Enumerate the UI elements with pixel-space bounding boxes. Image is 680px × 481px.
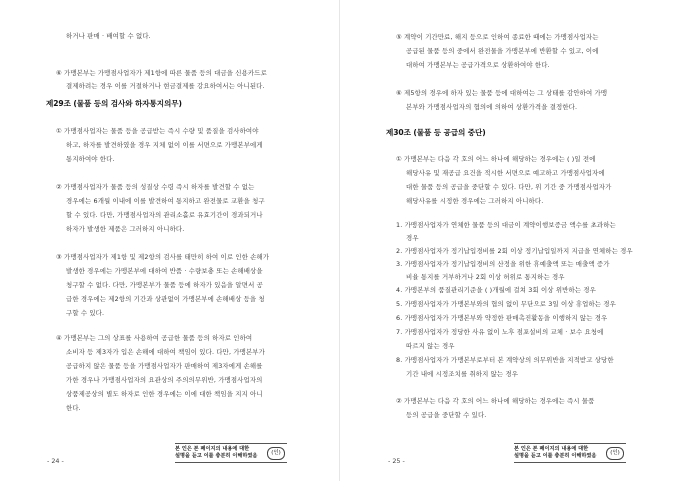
list-item: 비율 통지를 거부하거나 2회 이상 허위로 통지하는 경우 bbox=[406, 273, 565, 281]
body-line: ② 가맹본부는 다음 각 호의 어느 하나에 해당하는 경우에는 즉시 물품 bbox=[396, 397, 595, 405]
body-line: ⑤ 계약이 기간만료, 해지 등으로 인하여 종료한 때에는 가맹점사업자는 bbox=[396, 33, 599, 41]
body-line: 하자가 발생한 제품은 그러하지 아니하다. bbox=[66, 225, 185, 233]
list-item: 4. 가맹본부의 품질관리기준을 ( )개월에 걸쳐 3회 이상 위반하는 경우 bbox=[396, 286, 596, 294]
acknowledgement-stamp bbox=[175, 443, 287, 463]
body-line: 결제하려는 경우 이를 거절하거나 현금결제를 강요하여서는 아니된다. bbox=[66, 82, 265, 90]
body-line: 해당사유를 시정한 경우에는 그러하지 아니하다. bbox=[406, 197, 544, 205]
body-line: 할 수 있다. 다만, 가맹점사업자의 관리소홀로 유효기간이 경과되거나 bbox=[66, 211, 263, 219]
acknowledgement-stamp bbox=[514, 443, 626, 463]
list-item: 8. 가맹점사업자가 가맹본부로부터 본 계약상의 의무위반을 지적받고 상당한 bbox=[396, 356, 614, 364]
body-line: 가한 경우나 가맹점사업자의 요관상의 주의의무위반, 가맹점사업자의 bbox=[66, 376, 263, 384]
seal-badge: (인) bbox=[267, 447, 285, 460]
body-line: 등의 공급을 중단할 수 있다. bbox=[406, 411, 487, 419]
body-line: 발생한 경우에는 가맹본부에 대하여 반품 · 수량보충 또는 손해배상을 bbox=[66, 267, 263, 275]
body-line: 통지하여야 한다. bbox=[66, 155, 115, 163]
page-number: - 25 - bbox=[388, 457, 405, 465]
page-25 bbox=[340, 0, 680, 481]
body-line: ⑥ 가맹본부는 가맹점사업자가 제1항에 따른 물품 등의 대금을 신용카드로 bbox=[56, 69, 267, 77]
body-line: 청구할 수 없다. 다만, 가맹본부가 물품 등에 하자가 있음을 알면서 공 bbox=[66, 281, 263, 289]
list-item: 7. 가맹점사업자가 정당한 사유 없이 노후 점포설비의 교체 · 보수 요청에 bbox=[396, 328, 604, 336]
body-line: 하고, 하자를 발견하였을 경우 지체 없이 이를 서면으로 가맹본부에게 bbox=[66, 141, 263, 149]
body-line: 공급하지 않은 물품 등을 가맹점사업자가 판매하여 제3자에게 손해를 bbox=[66, 362, 263, 370]
body-line: ① 가맹점사업자는 물품 등을 공급받는 즉시 수량 및 품질을 검사하여야 bbox=[56, 127, 259, 135]
list-item: 1. 가맹점사업자가 연체한 물품 등의 대금이 계약이행보증금 액수를 초과하는 bbox=[396, 221, 616, 229]
list-item: 기간 내에 시정조치를 취하지 않는 경우 bbox=[406, 370, 519, 378]
body-line: 상품제공상의 별도 하자로 인한 경우에는 이에 대한 책임을 지지 아니 bbox=[66, 390, 263, 398]
stamp-text: 본 인은 본 페이지의 내용에 대한 설명을 듣고 이를 충분히 이해하였음 bbox=[514, 446, 597, 459]
list-item: 6. 가맹점사업자가 가맹본부와 약정한 판매촉진활동을 이행하지 않는 경우 bbox=[396, 314, 608, 322]
body-line: ① 가맹본부는 다음 각 호의 어느 하나에 해당하는 경우에는 ( )일 전에 bbox=[396, 155, 596, 163]
list-item: 경우 bbox=[406, 234, 419, 242]
body-line: 대하여 가맹본부는 공급가격으로 상환하여야 한다. bbox=[406, 61, 550, 69]
body-line: 대한 물품 등의 공급을 중단할 수 있다. 다만, 위 기간 중 가맹점사업자가 bbox=[406, 183, 612, 191]
list-item: 5. 가맹점사업자가 가맹본부와의 협의 없이 무단으로 3일 이상 휴업하는 경우 bbox=[396, 300, 616, 308]
page-number: - 24 - bbox=[47, 457, 64, 465]
article-heading-29: 제29조 (물품 등의 검사와 하자통지의무) bbox=[46, 99, 182, 108]
body-line: ⑥ 제5항의 경우에 하자 있는 물품 등에 대하여는 그 상태를 감안하여 가맹 bbox=[396, 89, 608, 97]
body-line: ② 가맹점사업자가 물품 등의 성질상 수령 즉시 하자를 발견할 수 없는 bbox=[56, 183, 255, 191]
body-line: 해당사유 및 재공급 요건을 적시한 서면으로 예고하고 가맹점사업자에 bbox=[406, 169, 605, 177]
body-line: 구할 수 있다. bbox=[66, 309, 105, 317]
list-item: 따르지 않는 경우 bbox=[406, 342, 455, 350]
body-line: 소비자 등 제3자가 입은 손해에 대하여 책임이 있다. 다만, 가맹본부가 bbox=[66, 348, 265, 356]
body-line: 공급된 물품 등의 중에서 완전물을 가맹본부에 반환할 수 있고, 이에 bbox=[406, 47, 599, 55]
article-heading-30: 제30조 (물품 등 공급의 중단) bbox=[386, 128, 486, 137]
body-line: 경우에는 6개월 이내에 이를 발견하여 통지하고 완전물로 교환을 청구 bbox=[66, 197, 265, 205]
body-line: 한다. bbox=[66, 404, 81, 412]
body-line: 본부와 가맹점사업자의 협의에 의하여 상환가격을 결정한다. bbox=[406, 103, 578, 111]
body-line: 급한 경우에는 제2항의 기간과 상관없이 가맹본부에 손해배상 등을 청 bbox=[66, 295, 265, 303]
list-item: 3. 가맹점사업자가 정기납입경비의 산정을 위한 휴예출액 또는 매출액 증가 bbox=[396, 260, 610, 268]
list-item: 2. 가맹점사업자가 정기납입경비를 2회 이상 정기납입일까지 지급을 연체하는 경우 bbox=[396, 247, 633, 255]
stamp-text: 본 인은 본 페이지의 내용에 대한 설명을 듣고 이를 충분히 이해하였음 bbox=[175, 446, 258, 459]
body-line: 하거나 판매 · 배여할 수 없다. bbox=[66, 32, 151, 40]
body-line: ④ 가맹본부는 그의 상표를 사용하여 공급한 물품 등의 하자로 인하여 bbox=[56, 334, 253, 342]
seal-badge: (인) bbox=[606, 447, 624, 460]
body-line: ③ 가맹점사업자가 제1항 및 제2항의 검사를 태만히 하여 이로 인한 손해가 bbox=[56, 253, 270, 261]
